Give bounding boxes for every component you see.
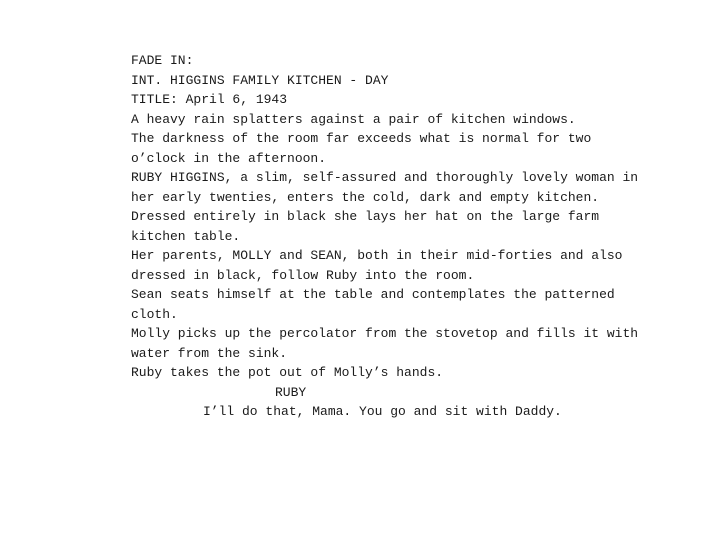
action-paragraph (131, 168, 639, 207)
action-line: Molly picks up the percolator from the stovetop and fills it with (131, 326, 639, 341)
action-paragraph (131, 129, 611, 168)
action-line: A heavy rain splatters against a pair of kitchen windows. (131, 111, 576, 127)
title-card-block (131, 90, 611, 110)
action-line: her early twenties, enters the cold, dark and empty kitchen. (131, 189, 600, 205)
action-line: Ruby takes the pot out of Molly’s hands. (131, 365, 444, 380)
action-paragraph (131, 207, 611, 246)
transition-block (131, 51, 611, 71)
title-card: TITLE: April 6, 1943 (131, 92, 288, 107)
action-paragraph (131, 363, 611, 383)
scene-heading: INT. HIGGINS FAMILY KITCHEN - DAY (131, 72, 389, 88)
action-line: cloth. (131, 306, 178, 322)
slugline-block (131, 71, 611, 91)
action-paragraph (131, 324, 639, 363)
action-line: Sean seats himself at the table and contemplates the patterned (131, 287, 615, 302)
screenplay-text (131, 51, 639, 422)
dialogue-line: I’ll do that, Mama. You go and sit with Daddy. (203, 404, 562, 419)
action-line: water from the sink. (131, 345, 288, 361)
action-line: The darkness of the room far exceeds what is normal for two (131, 131, 592, 146)
character-name: RUBY (275, 384, 307, 400)
transition: FADE IN: (131, 53, 194, 68)
dialogue-block (131, 383, 611, 422)
action-paragraph (131, 246, 623, 285)
action-line: RUBY HIGGINS, a slim, self-assured and thoroughly lovely woman in (131, 170, 639, 185)
action-line: dressed in black, follow Ruby into the room. (131, 267, 475, 283)
action-line: o’clock in the afternoon. (131, 150, 327, 166)
action-paragraph (131, 285, 615, 324)
action-paragraph (131, 110, 611, 130)
action-line: Her parents, MOLLY and SEAN, both in their mid-forties and also (131, 248, 623, 263)
action-line: Dressed entirely in black she lays her hat on the large farm (131, 209, 600, 224)
action-line: kitchen table. (131, 228, 241, 244)
